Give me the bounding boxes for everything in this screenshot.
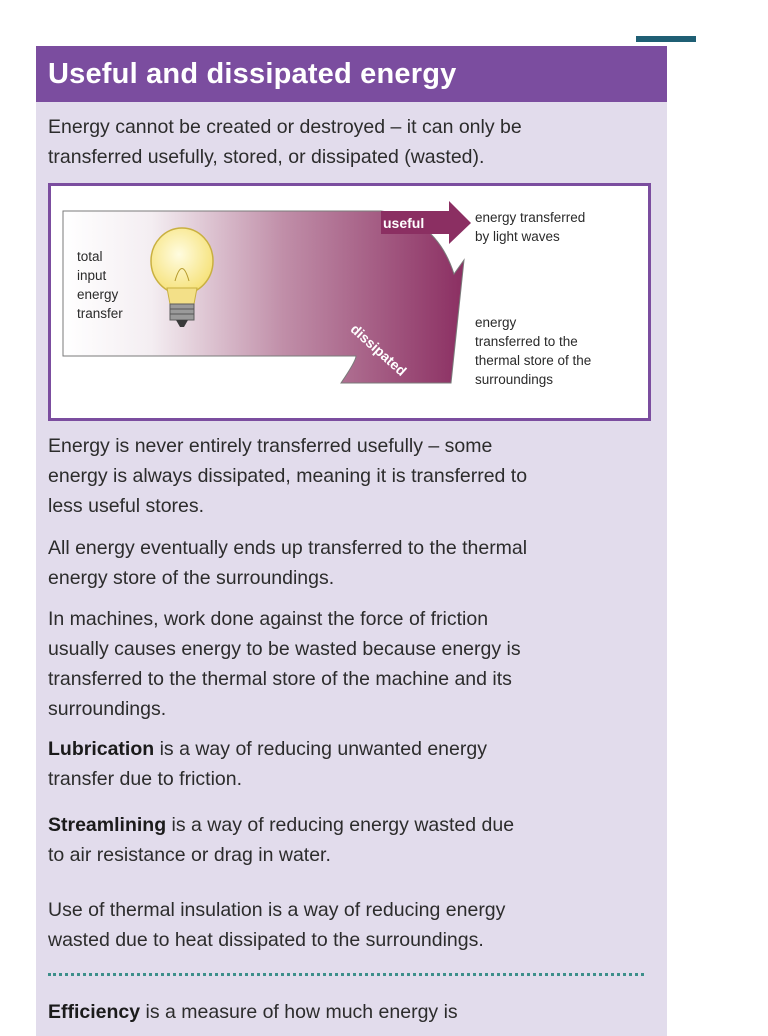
- dissipated-output-line: energy: [475, 315, 517, 330]
- input-label-line: energy: [77, 287, 119, 302]
- paragraph-thermal-store: [48, 533, 658, 593]
- paragraph-lubrication: [48, 734, 658, 794]
- text-line: In machines, work done against the force of friction: [48, 608, 489, 630]
- paragraph-insulation: [48, 895, 658, 955]
- useful-output-line: by light waves: [475, 229, 560, 244]
- text-line: surroundings.: [48, 698, 167, 720]
- input-label-line: total: [77, 249, 103, 264]
- text-line: Use of thermal insulation is a way of reducing energy: [48, 899, 506, 921]
- term-streamlining: Streamlining: [48, 814, 167, 836]
- intro-line-2: transferred usefully, stored, or dissipated (wasted).: [48, 146, 485, 168]
- paragraph-dissipation: [48, 431, 658, 521]
- top-accent-rule: [636, 36, 696, 42]
- text-line: to air resistance or drag in water.: [48, 844, 331, 866]
- dotted-divider: [48, 973, 644, 976]
- paragraph-machines: [48, 604, 658, 724]
- text-line: All energy eventually ends up transferred to the thermal: [48, 537, 528, 559]
- text-line: is a way of reducing unwanted energy: [154, 738, 487, 760]
- text-line: is a measure of how much energy is: [140, 1001, 458, 1023]
- dissipated-arrow: [63, 211, 464, 383]
- paragraph-efficiency: [48, 997, 658, 1027]
- text-line: transfer due to friction.: [48, 768, 243, 790]
- text-line: transferred to the thermal store of the machine and its: [48, 668, 512, 690]
- text-line: wasted due to heat dissipated to the surroundings.: [48, 929, 484, 951]
- text-line: energy store of the surroundings.: [48, 567, 335, 589]
- text-line: less useful stores.: [48, 495, 205, 517]
- dissipated-output-line: thermal store of the: [475, 353, 592, 368]
- dissipated-label: dissipated: [347, 320, 410, 379]
- input-label-line: input: [77, 268, 107, 283]
- text-line: usually causes energy to be wasted because energy is: [48, 638, 521, 660]
- energy-transfer-diagram: [48, 183, 651, 421]
- useful-label: useful: [383, 215, 425, 231]
- term-efficiency: Efficiency: [48, 1001, 141, 1023]
- term-lubrication: Lubrication: [48, 738, 155, 760]
- intro-text: [48, 112, 658, 172]
- paragraph-streamlining: [48, 810, 658, 870]
- useful-output-line: energy transferred: [475, 210, 586, 225]
- section-title: Useful and dissipated energy: [36, 46, 667, 102]
- dissipated-output-label: [475, 313, 591, 389]
- dissipated-output-line: surroundings: [475, 372, 554, 387]
- text-line: Energy is never entirely transferred usefully – some: [48, 435, 493, 457]
- text-line: energy is always dissipated, meaning it is transferred to: [48, 465, 528, 487]
- intro-line-1: Energy cannot be created or destroyed – it can only be: [48, 116, 522, 138]
- input-label: [77, 247, 123, 323]
- dissipated-output-line: transferred to the: [475, 334, 578, 349]
- input-label-line: transfer: [77, 306, 123, 321]
- text-line: is a way of reducing energy wasted due: [166, 814, 515, 836]
- useful-output-label: [475, 208, 585, 246]
